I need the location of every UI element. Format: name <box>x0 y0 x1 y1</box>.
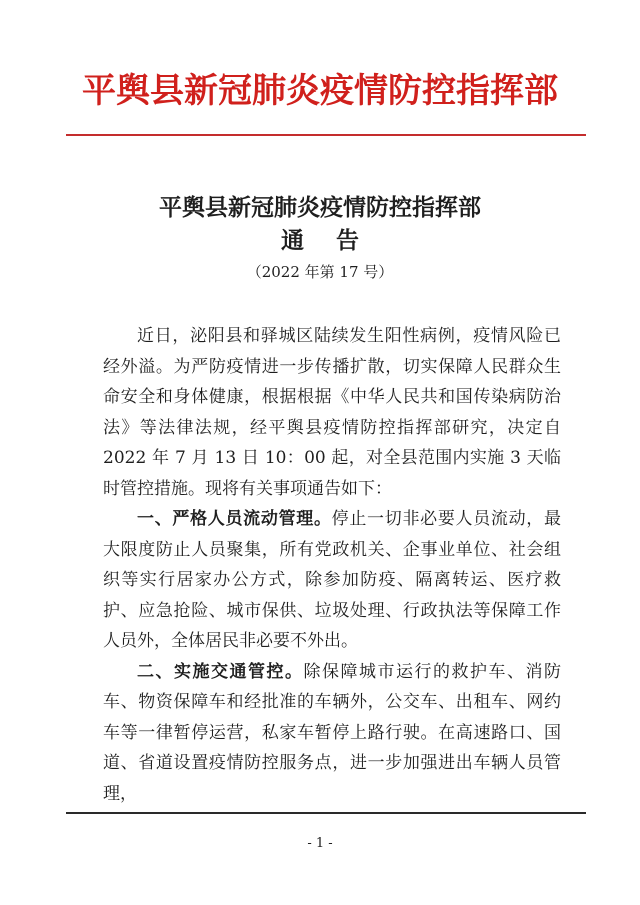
section-heading: 一、严格人员流动管理。 <box>137 509 332 529</box>
notice-number: （2022 年第 17 号） <box>246 263 394 281</box>
letterhead-red-rule <box>66 134 586 136</box>
letterhead-title: 平舆县新冠肺炎疫情防控指挥部 <box>82 71 558 111</box>
section-heading: 二、实施交通管控。 <box>137 661 304 682</box>
section-paragraph <box>103 657 561 810</box>
section-text: 停止一切非必要人员流动，最大限度防止人员聚集，所有党政机关、企事业单位、社会组织等实行居家办公方式，除参加防疫、隔离转运、医疗救护、应急抢险、城市保供、垃圾处理、行政执法等保障工作人员外，全体居民非必要不外出。 <box>103 509 562 651</box>
intro-paragraph: 近日，泌阳县和驿城区陆续发生阳性病例，疫情风险已经外溢。为严防疫情进一步传播扩散，切实保障人民群众生命安全和身体健康，根据根据《中华人民共和国传染病防治法》等法律法规，经平舆县疫情防控指挥部研究，决定自 2022 年 7 月 13 日 10：00 起，对全县范围内实施 3 天临时管控措施。现将有关事项通告如下： <box>103 326 561 499</box>
notice-subtitle: 通 告 <box>280 227 360 254</box>
notice-body <box>103 321 561 809</box>
section-text: 除保障城市运行的救护车、消防车、物资保障车和经批准的车辆外，公交车、出租车、网约车等一律暂停运营，私家车暂停上路行驶。在高速路口、国道、省道设置疫情防控服务点，进一步加强进出车辆人员管理， <box>103 661 561 804</box>
section-paragraph <box>103 504 561 657</box>
notice-title: 平舆县新冠肺炎疫情防控指挥部 <box>159 194 481 221</box>
footer-rule <box>66 812 586 814</box>
page-number: - 1 - <box>307 836 333 851</box>
